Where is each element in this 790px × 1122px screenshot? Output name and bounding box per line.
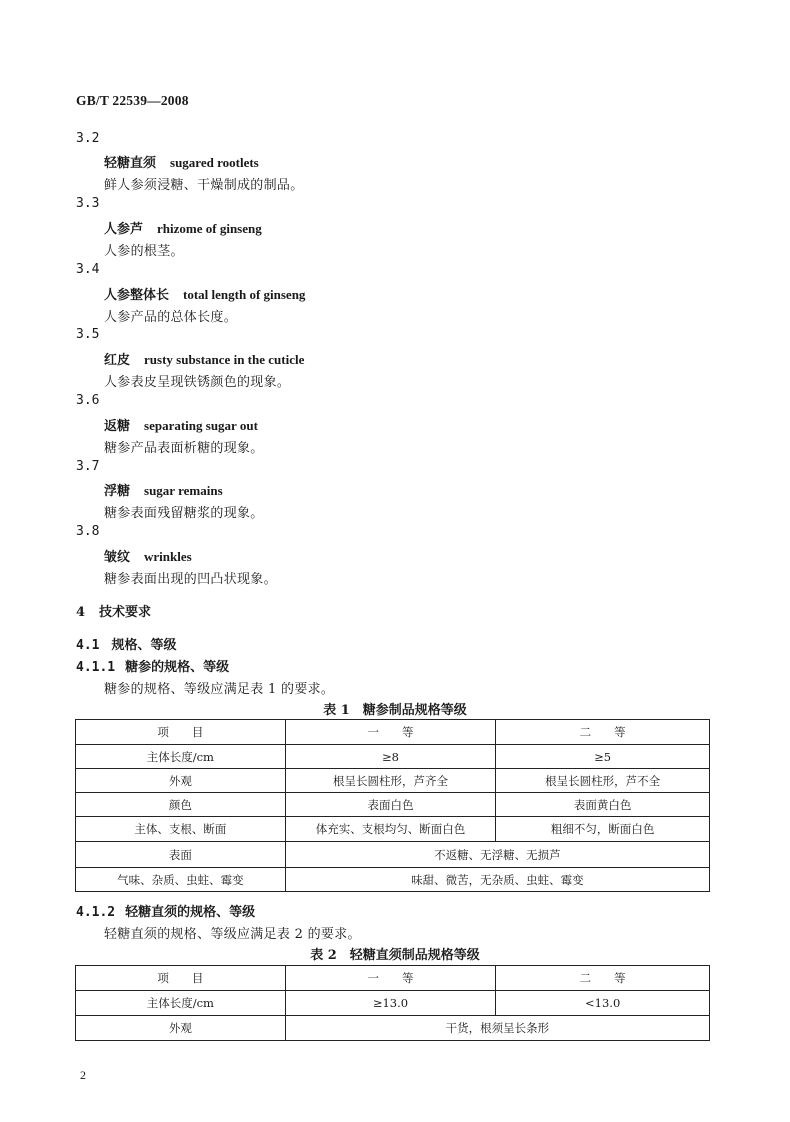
table-header-cell: 二 等 — [496, 720, 710, 745]
table-row — [76, 842, 710, 868]
term-zh: 人参芦 — [104, 222, 144, 237]
table-header-cell: 二 等 — [496, 966, 710, 991]
term-heading — [104, 152, 259, 171]
table-cell: 气味、杂质、虫蛀、霉变 — [76, 868, 286, 892]
subsection-heading: 4.1.1 糖参的规格、等级 — [76, 660, 230, 675]
section-heading: 4 技术要求 — [76, 605, 152, 620]
table-cell: 主体、支根、断面 — [76, 817, 286, 842]
term-number: 3.8 — [76, 524, 100, 539]
subsection-heading: 4.1 规格、等级 — [76, 638, 177, 653]
spec-table-1 — [75, 719, 710, 892]
table-cell-merged: 不返糖、无浮糖、无损芦 — [285, 842, 709, 868]
term-en: total length of ginseng — [183, 287, 306, 302]
term-zh: 红皮 — [104, 353, 131, 368]
table-header-row — [76, 720, 710, 745]
table-cell: 根呈长圆柱形，芦不全 — [496, 769, 710, 793]
table-cell: 表面 — [76, 842, 286, 868]
term-number: 3.7 — [76, 459, 100, 474]
table-cell: ≥13.0 — [285, 991, 496, 1016]
term-definition: 鲜人参须浸糖、干燥制成的制品。 — [104, 178, 304, 193]
term-number: 3.4 — [76, 262, 100, 277]
term-zh: 皱纹 — [104, 550, 131, 565]
paragraph: 轻糖直须的规格、等级应满足表 2 的要求。 — [104, 927, 361, 942]
table-cell: 体充实、支根均匀、断面白色 — [285, 817, 496, 842]
table-cell: 外观 — [76, 769, 286, 793]
table-cell: 颜色 — [76, 793, 286, 817]
table-cell: ≥5 — [496, 745, 710, 769]
term-heading — [104, 546, 192, 565]
table-header-row — [76, 966, 710, 991]
table-cell-merged: 味甜、微苦，无杂质、虫蛀、霉变 — [285, 868, 709, 892]
term-definition: 糖参表面残留糖浆的现象。 — [104, 506, 264, 521]
table-cell: <13.0 — [496, 991, 710, 1016]
table-row — [76, 1016, 710, 1041]
term-definition: 人参表皮呈现铁锈颜色的现象。 — [104, 375, 291, 390]
table-caption: 表 2 轻糖直须制品规格等级 — [310, 948, 480, 963]
term-heading — [104, 284, 305, 303]
term-zh: 浮糖 — [104, 484, 131, 499]
spec-table-2 — [75, 965, 710, 1041]
page-number: 2 — [80, 1068, 86, 1082]
table-row — [76, 745, 710, 769]
term-en: sugared rootlets — [170, 155, 259, 170]
term-heading — [104, 349, 304, 368]
term-zh: 人参整体长 — [104, 288, 170, 303]
table-header-cell: 项 目 — [76, 966, 286, 991]
table-row — [76, 868, 710, 892]
term-zh: 轻糖直须 — [104, 156, 157, 171]
table-cell: 主体长度/cm — [76, 745, 286, 769]
table-cell: ≥8 — [285, 745, 496, 769]
table-header-cell: 一 等 — [285, 720, 496, 745]
table-cell: 表面黄白色 — [496, 793, 710, 817]
term-number: 3.2 — [76, 131, 100, 146]
term-en: rusty substance in the cuticle — [144, 352, 305, 367]
term-heading — [104, 415, 258, 434]
table-row — [76, 769, 710, 793]
table-cell: 外观 — [76, 1016, 286, 1041]
table-cell: 根呈长圆柱形，芦齐全 — [285, 769, 496, 793]
term-heading — [104, 480, 223, 499]
term-en: separating sugar out — [144, 418, 258, 433]
term-en: rhizome of ginseng — [157, 221, 262, 236]
table-row — [76, 817, 710, 842]
table-row — [76, 793, 710, 817]
term-definition: 人参产品的总体长度。 — [104, 310, 238, 325]
standard-number: GB/T 22539—2008 — [76, 93, 189, 108]
table-header-cell: 一 等 — [285, 966, 496, 991]
term-definition: 糖参产品表面析糖的现象。 — [104, 441, 264, 456]
table-header-cell: 项 目 — [76, 720, 286, 745]
term-zh: 返糖 — [104, 419, 131, 434]
term-definition: 糖参表面出现的凹凸状现象。 — [104, 572, 277, 587]
paragraph: 糖参的规格、等级应满足表 1 的要求。 — [104, 682, 335, 697]
term-number: 3.6 — [76, 393, 100, 408]
term-number: 3.3 — [76, 196, 100, 211]
table-cell: 主体长度/cm — [76, 991, 286, 1016]
table-caption: 表 1 糖参制品规格等级 — [323, 703, 467, 718]
subsection-heading: 4.1.2 轻糖直须的规格、等级 — [76, 905, 256, 920]
table-cell: 表面白色 — [285, 793, 496, 817]
table-cell-merged: 干货，根须呈长条形 — [285, 1016, 709, 1041]
table-row — [76, 991, 710, 1016]
term-definition: 人参的根茎。 — [104, 244, 184, 259]
term-en: sugar remains — [144, 483, 223, 498]
term-heading — [104, 218, 262, 237]
term-en: wrinkles — [144, 549, 192, 564]
table-cell: 粗细不匀，断面白色 — [496, 817, 710, 842]
term-number: 3.5 — [76, 327, 100, 342]
